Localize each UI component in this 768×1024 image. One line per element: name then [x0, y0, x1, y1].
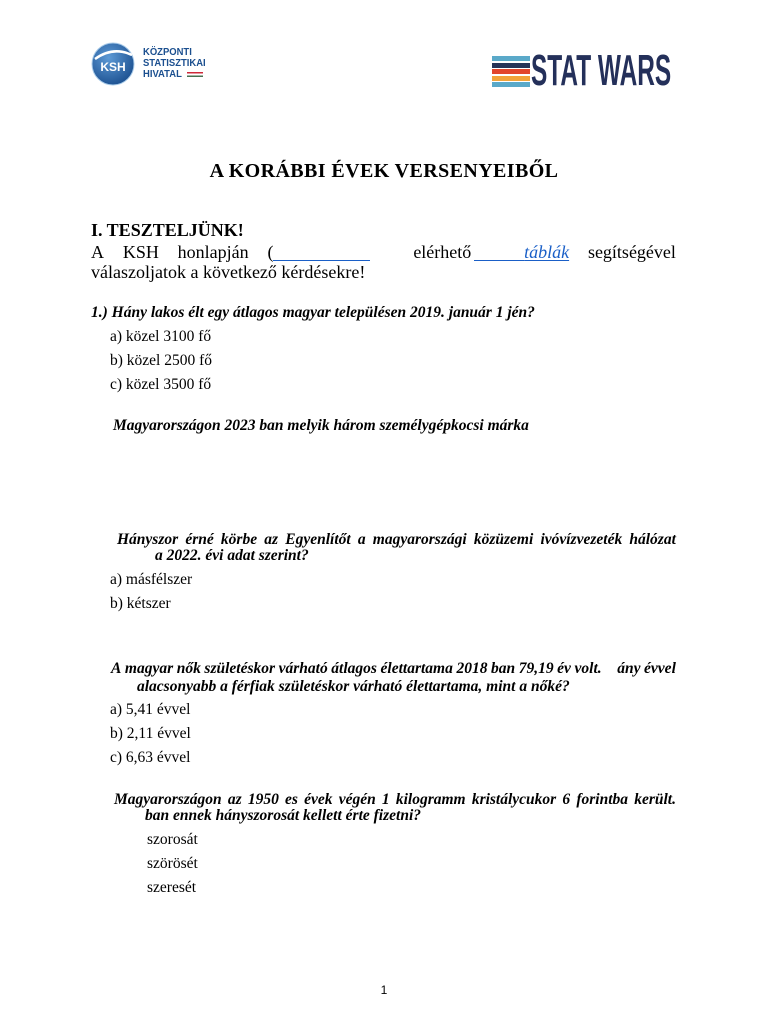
answer-option: a) másfélszer	[110, 571, 193, 588]
word: Hányszor	[117, 531, 179, 548]
word: magyar	[124, 660, 174, 677]
word: várható	[278, 660, 328, 677]
answer-option: szeresét	[147, 879, 197, 896]
word: közüzemi	[473, 531, 534, 548]
answer-option: b) 2,11 évvel	[110, 725, 191, 742]
word: a	[357, 531, 366, 548]
word: ány	[617, 660, 641, 677]
ksh-emblem-icon	[91, 42, 135, 86]
word: év	[557, 660, 571, 677]
stat-wars-wordmark: STAT WARS	[531, 46, 672, 95]
intro-word: elérhető	[413, 242, 472, 262]
word: 1	[381, 791, 390, 808]
word: 6	[562, 791, 571, 808]
intro-word: A	[91, 242, 104, 262]
question-text: alacsonyabb a férfiak születéskor várható élettartama, mint a nőké?	[137, 678, 570, 695]
answer-option: a) 5,41 évvel	[110, 701, 191, 718]
question-text	[117, 532, 676, 548]
question-text: 1.) Hány lakos élt egy átlagos magyar településen 2019. január 1 jén?	[91, 304, 535, 321]
word: 2018	[456, 660, 488, 677]
question-text: ban ennek hányszorosát kellett érte fizetni?	[145, 807, 421, 824]
ksh-logo-line-1: KÖZPONTI	[143, 46, 192, 58]
word: hálózat	[629, 531, 676, 548]
intro-link-group	[474, 243, 569, 261]
word: évvel	[644, 660, 676, 677]
word: forintba	[576, 791, 629, 808]
word: kilogramm	[395, 791, 466, 808]
stat-wars-stripe	[492, 63, 530, 68]
page-title: A KORÁBBI ÉVEK VERSENYEIBŐL	[209, 160, 559, 182]
stat-wars-stripes-icon	[492, 56, 530, 89]
ksh-logo-line-3: HIVATAL	[143, 68, 182, 80]
word: évek	[304, 791, 333, 808]
word: végén	[338, 791, 376, 808]
word: magyarországi	[372, 531, 467, 548]
intro-line-2: válaszoljatok a következő kérdésekre!	[91, 262, 366, 282]
word: élettartama	[380, 660, 453, 677]
word: nők	[176, 660, 201, 677]
word: kristálycukor	[471, 791, 557, 808]
word: Egyenlítőt	[285, 531, 351, 548]
hungarian-flag-stripe-icon	[187, 72, 203, 77]
question-text	[114, 792, 676, 808]
stat-wars-stripe	[492, 82, 530, 87]
word: Magyarországon	[114, 791, 222, 808]
answer-option: szorosát	[147, 831, 198, 848]
word: érné	[185, 531, 214, 548]
question-text	[111, 661, 676, 677]
word: es	[285, 791, 298, 808]
answer-option: c) 6,63 évvel	[110, 749, 191, 766]
ksh-logo-line-2: STATISZTIKAI	[143, 57, 206, 69]
intro-word: (	[267, 242, 274, 262]
answer-option: c) közel 3500 fő	[110, 376, 212, 393]
answer-option: b) kétszer	[110, 595, 171, 612]
stat-wars-stripe	[492, 76, 530, 81]
stat-wars-stripe	[492, 56, 530, 61]
page-number: 1	[380, 983, 388, 997]
question-text: Magyarországon 2023 ban melyik három személygépkocsi márka	[113, 417, 529, 434]
answer-option: szörösét	[147, 855, 198, 872]
intro-line-1	[91, 243, 676, 261]
stat-wars-stripe	[492, 69, 530, 74]
intro-word: honlapján	[177, 242, 249, 262]
link-blank[interactable]	[474, 260, 524, 261]
word: került.	[634, 791, 676, 808]
tables-link[interactable]: táblák	[524, 242, 570, 262]
word: 1950	[247, 791, 279, 808]
word: körbe	[220, 531, 258, 548]
word: ban	[491, 660, 516, 677]
answer-option: b) közel 2500 fő	[110, 352, 213, 369]
word: ivóvízvezeték	[540, 531, 623, 548]
intro-word: KSH	[122, 242, 159, 262]
answer-option: a) közel 3100 fő	[110, 328, 212, 345]
word: az	[264, 531, 279, 548]
word: születéskor	[204, 660, 276, 677]
word: A	[111, 660, 122, 677]
intro-word: segítségével	[587, 242, 676, 262]
word: volt.	[574, 660, 602, 677]
word: az	[227, 791, 242, 808]
ksh-emblem-abbr: KSH	[100, 60, 126, 74]
section-heading: I. TESZTELJÜNK!	[91, 220, 244, 240]
word: átlagos	[331, 660, 377, 677]
question-text: a 2022. évi adat szerint?	[155, 547, 309, 564]
link-blank[interactable]	[273, 260, 370, 261]
word: 79,19	[518, 660, 554, 677]
intro-paren-group	[267, 243, 370, 261]
